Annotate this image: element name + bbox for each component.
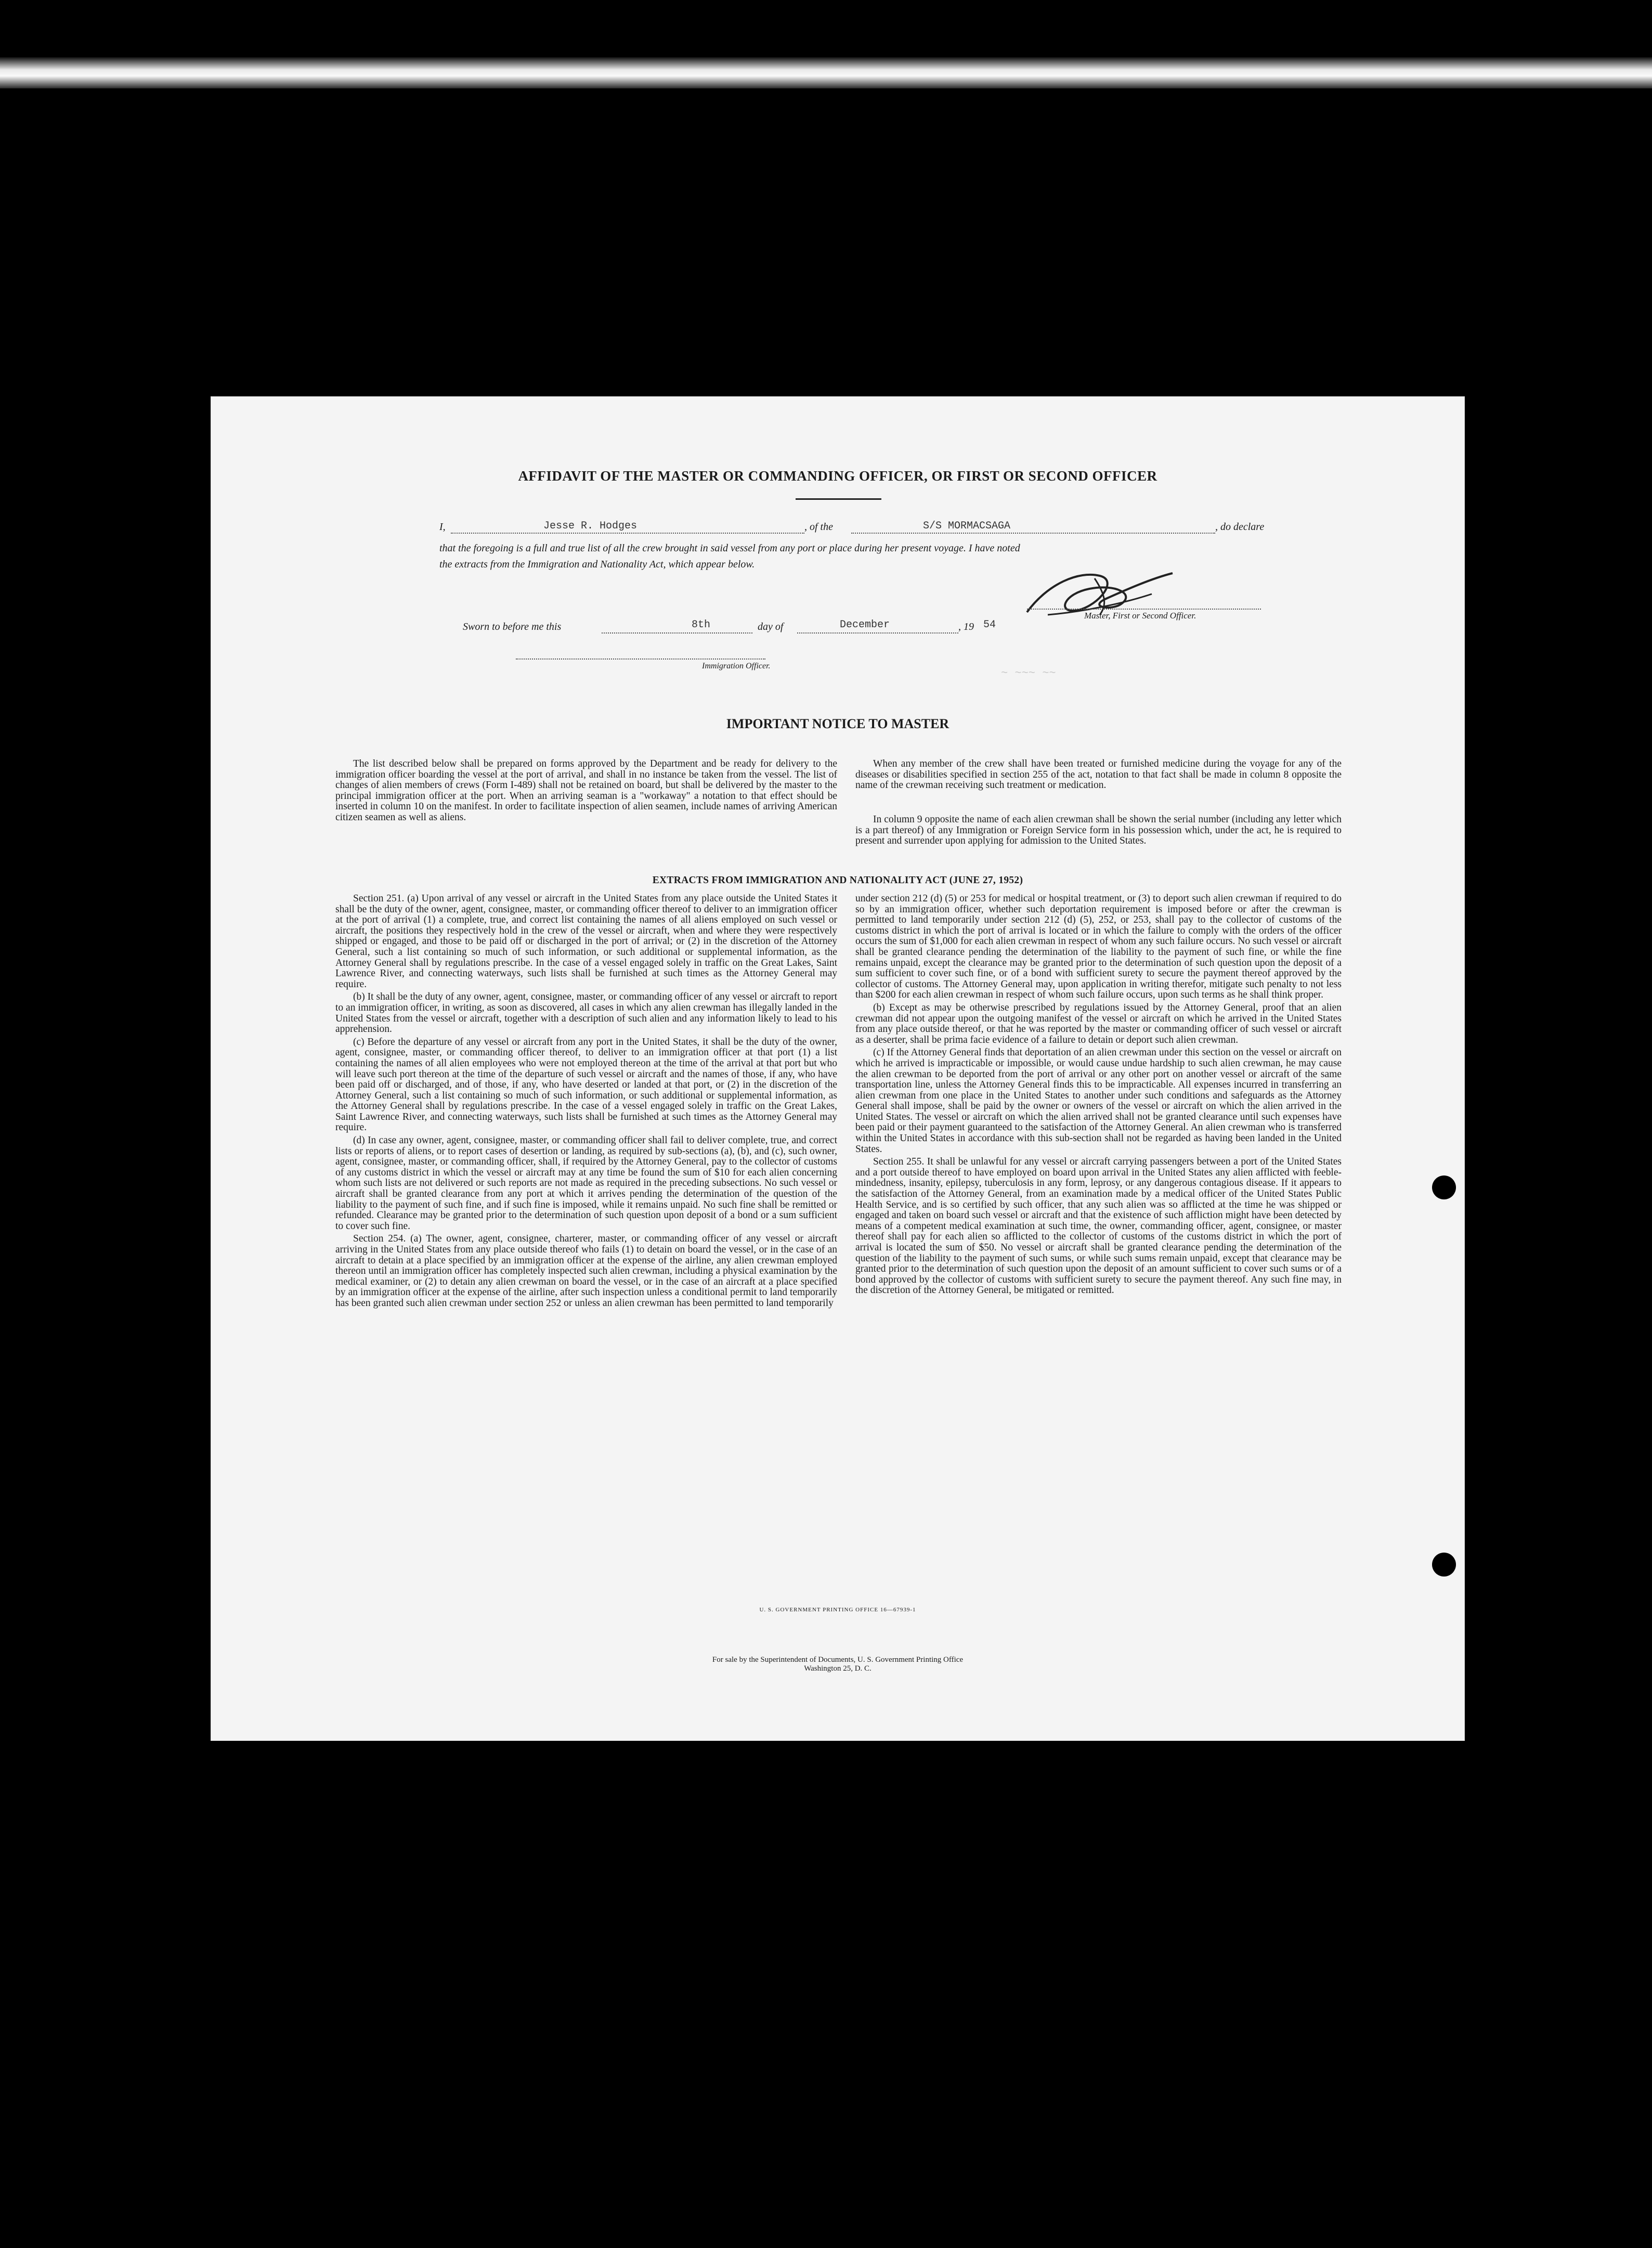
do-declare-label: , do declare xyxy=(1215,521,1265,533)
notice-right-paragraph-1: When any member of the crew shall have been treated or furnished medicine during the voyage for any of the diseases or disabilities specified in section 255 of the act, notation to that fact shall be made in column 8 opposite the name of the crewman receiving such treatment or medication. xyxy=(855,758,1342,791)
extracts-title: EXTRACTS FROM IMMIGRATION AND NATIONALITY ACT (JUNE 27, 1952) xyxy=(652,875,1023,886)
i-label: I, xyxy=(439,521,446,533)
sworn-day: 8th xyxy=(692,619,711,631)
officer-signature-line xyxy=(516,658,765,660)
sworn-day-line xyxy=(602,632,752,634)
vessel-name: S/S MORMACSAGA xyxy=(923,520,1011,532)
of-the-label: , of the xyxy=(804,521,833,533)
section-255: Section 255. It shall be unlawful for any vessel or aircraft carrying passengers between a port of the United States and a port outside thereof to have employed on board upon arrival in the United States any alien afflicted with feeble-mindedness, insanity, epilepsy, tuberculosis in any form, leprosy, or any dangerous contagious disease. If it appears to the satisfaction of the Attorney General, from an examination made by a medical officer of the United States Public Health Service, and is so certified by such officer, that any such alien was so afflicted at the time he was shipped or engaged and taken on board such vessel or aircraft and that the existence of such affliction might have been detected by means of a competent medical examination at such time, the owner, commanding officer, agent, consignee, or master thereof shall pay for each alien so afflicted to the collector of customs of the customs district in which the port of arrival is located the sum of $50. No vessel or aircraft shall be granted clearance pending the determination of the question of the liability to the payment of such sums, or while such sums remain unpaid, except that clearance may be granted prior to the determination of such question upon the deposit of an amount sufficient to cover such sums or of a bond approved by the collector of customs with sufficient surety to secure the payment thereof. Any such fine may, in the discretion of the Attorney General, be mitigated or remitted. xyxy=(855,1156,1342,1296)
vessel-line xyxy=(851,533,1215,534)
master-name: Jesse R. Hodges xyxy=(543,520,638,532)
year-prefix: , 19 xyxy=(958,621,974,632)
sale-line-1: For sale by the Superintendent of Documents, U. S. Government Printing Office xyxy=(712,1656,964,1664)
section-251-d: (d) In case any owner, agent, consignee, master, or commanding officer shall fail to deliver complete, true, and correct lists or reports of aliens, or to report cases of desertion or landing, as required by sub-sections (a), (b), and (c), such owner, agent, consignee, master, or commanding officer, shall, if required by the Attorney General, pay to the collector of customs of any customs district in which the vessel or aircraft may at any time be found the sum of $10 for each alien concerning whom such lists are not delivered or such reports are not made as required in the preceding subsections. No such vessel or aircraft shall be granted clearance from any port at which it arrives pending the determination of the question of the liability to the payment of such fine, and if such fine is imposed, while it remains unpaid. No such fine shall be remitted or refunded. Clearance may be granted prior to the determination of such question upon deposit of a bond or a sum sufficient to cover such fine. xyxy=(335,1135,837,1232)
declaration-line-1: that the foregoing is a full and true list of all the crew brought in said vessel from any port or place during her present voyage. I have noted xyxy=(439,542,1020,554)
year-suffix: 54 xyxy=(983,619,996,631)
sworn-month: December xyxy=(840,619,890,631)
scan-top-band xyxy=(0,0,1652,91)
gpo-imprint: U. S. GOVERNMENT PRINTING OFFICE 16—67939-1 xyxy=(759,1607,916,1613)
declaration-line-2: the extracts from the Immigration and Nationality Act, which appear below. xyxy=(439,559,755,570)
sworn-label: Sworn to before me this xyxy=(463,621,562,632)
section-254-c: (c) If the Attorney General finds that deportation of an alien crewman under this section on the vessel or aircraft on which he arrived is impracticable or impossible, or would cause undue hardship to such alien crewman, he may cause the alien crewman to be deported from the port of arrival or any other port on another vessel or aircraft of the same transportation line, unless the Attorney General finds this to be impracticable. All expenses incurred in transferring an alien crewman from one place in the United States to another under such conditions and safeguards as the Attorney General shall impose, shall be paid by the owner or owners of the vessel or aircraft on which the alien arrived in the United States. The vessel or aircraft on which the alien arrived shall not be granted clearance until such expenses have been paid or their payment guaranteed to the satisfaction of the Attorney General. An alien crewman who is transferred within the United States in accordance with this sub-section shall not be regarded as having been landed in the United States. xyxy=(855,1047,1342,1155)
binder-hole xyxy=(1432,1553,1456,1577)
notice-right-paragraph-2: In column 9 opposite the name of each alien crewman shall be shown the serial number (including any letter which is a part thereof) of any Immigration or Foreign Service form in his possession which, under the act, he is required to present and surrender upon applying for admission to the United States. xyxy=(855,814,1342,847)
extracts-right-column xyxy=(855,894,1342,1298)
section-254-a: Section 254. (a) The owner, agent, consignee, charterer, master, or commanding officer of any vessel or aircraft arriving in the United States from any place outside thereof who fails (1) to detain on board the vessel, or in the case of an aircraft to detain at a place specified by an immigration officer at the expense of the airline, any alien crewman employed thereon until an immigration officer has completely inspected such alien crewman, including a physical examination by the medical examiner, or (2) to detain any alien crewman on board the vessel, or in the case of an aircraft at a place specified by an immigration officer at the expense of the airline, after such inspection unless a conditional permit to land temporarily has been granted such alien crewman under section 252 or unless an alien crewman has been permitted to land temporarily xyxy=(335,1233,837,1309)
name-line xyxy=(451,533,804,534)
master-signature-line xyxy=(1027,609,1261,610)
section-254-a-continued: under section 212 (d) (5) or 253 for medical or hospital treatment, or (3) to deport such alien crewman if required to do so by an immigration officer, whether such deportation requirement is imposed before or after the crewman is permitted to land temporarily under section 212 (d) (5), 252, or 253, shall pay to the collector of customs of the customs district in which the port of arrival is located or in which the failure to comply with the orders of the officer occurs the sum of $1,000 for each alien crewman in respect of whom any such failure occurs. No such vessel or aircraft shall be granted clearance pending the determination of the liability to the payment of such fine, or while the fine remains unpaid, except the clearance may be granted prior to the determination of such question upon the deposit of a sum sufficient to cover such fine, or of a bond with sufficient surety to secure the payment thereof approved by the collector of customs. The Attorney General may, upon application in writing therefor, mitigate such penalty to not less than $200 for each alien crewman in respect of whom such failure occurs, upon such terms as he shall think proper. xyxy=(855,893,1342,1001)
notice-title: IMPORTANT NOTICE TO MASTER xyxy=(726,716,949,731)
section-251-c: (c) Before the departure of any vessel or aircraft from any port in the United States, it shall be the duty of the owner, agent, consignee, master, or commanding officer thereof, to deliver to an immigration officer at that port (1) a list containing the names of all alien employees who were not employed thereon at the time of the arrival at that port but who will leave such port thereon at the time of the departure of such vessel or aircraft and the names of those, if any, who have been paid off or discharged, and of those, if any, who have deserted or landed at that port, or (2) in the discretion of the Attorney General, such a list containing so much of such information, or such additional or supplemental information, as the Attorney General shall by regulations prescribe. In the case of a vessel engaged solely in traffic on the Great Lakes, Saint Lawrence River, and connecting waterways, such lists shall be furnished at such times as the Attorney General may require. xyxy=(335,1036,837,1133)
section-251-b: (b) It shall be the duty of any owner, agent, consignee, master, or commanding officer of any vessel or aircraft to report to an immigration officer, in writing, as soon as discovered, all cases in which any alien crewman has illegally landed in the United States from the vessel or aircraft, together with a description of such alien and any information likely to lead to his apprehension. xyxy=(335,991,837,1035)
affidavit-title: AFFIDAVIT OF THE MASTER OR COMMANDING OFFICER, OR FIRST OR SECOND OFFICER xyxy=(518,468,1157,484)
immigration-officer-label: Immigration Officer. xyxy=(702,662,771,670)
master-label: Master, First or Second Officer. xyxy=(1084,611,1196,621)
section-251-a: Section 251. (a) Upon arrival of any vessel or aircraft in the United States from any place outside the United States it shall be the duty of the owner, agent, consignee, master, or commanding officer thereof to deliver to an immigration officer at the port of arrival (1) a complete, true, and correct list containing the names of all aliens employed on such vessel or aircraft, the positions they respectively hold in the crew of the vessel or aircraft, when and where they were respectively shipped or engaged, and those to be paid off or discharged in the port of arrival; or (2) in the discretion of the Attorney General, such a list containing so much of such information, or such additional or supplemental information, as the Attorney General shall by regulations prescribe. In the case of a vessel engaged solely in traffic on the Great Lakes, Saint Lawrence River, and connecting waterways, such lists shall be furnished at such times as the Attorney General may require. xyxy=(335,893,837,990)
sale-notice xyxy=(211,1656,1465,1673)
binder-hole xyxy=(1432,1175,1456,1199)
sale-line-2: Washington 25, D. C. xyxy=(804,1664,871,1673)
scan-film-edge xyxy=(0,57,1652,88)
document-page xyxy=(211,396,1465,1741)
notice-left-paragraph: The list described below shall be prepared on forms approved by the Department and be ready for delivery to the immigration officer boarding the vessel at the port of arrival, and shall in no instance be taken from the vessel. The list of changes of alien members of crews (Form I-489) shall not be retained on board, but shall be delivered by the master to the principal immigration officer at the port. When an arriving seaman is a "workaway" a notation to that effect should be inserted in column 10 on the manifest. In order to facilitate inspection of alien seamen, include names of arriving American citizen seamen as well as aliens. xyxy=(335,758,837,823)
extracts-left-column xyxy=(335,894,837,1311)
sworn-month-line xyxy=(797,632,958,634)
day-of-label: day of xyxy=(758,621,784,632)
title-rule xyxy=(796,498,881,500)
section-254-b: (b) Except as may be otherwise prescribed by regulations issued by the Attorney General, proof that an alien crewman did not appear upon the outgoing manifest of the vessel or aircraft on which he arrived in the United States from any place outside thereof, or that he was reported by the master or commanding officer of such vessel or aircraft as a deserter, shall be prima facie evidence of a failure to detain or deport such alien crewman. xyxy=(855,1002,1342,1045)
bleed-through-mark: ~ ~~~ ~~ xyxy=(1001,667,1056,680)
